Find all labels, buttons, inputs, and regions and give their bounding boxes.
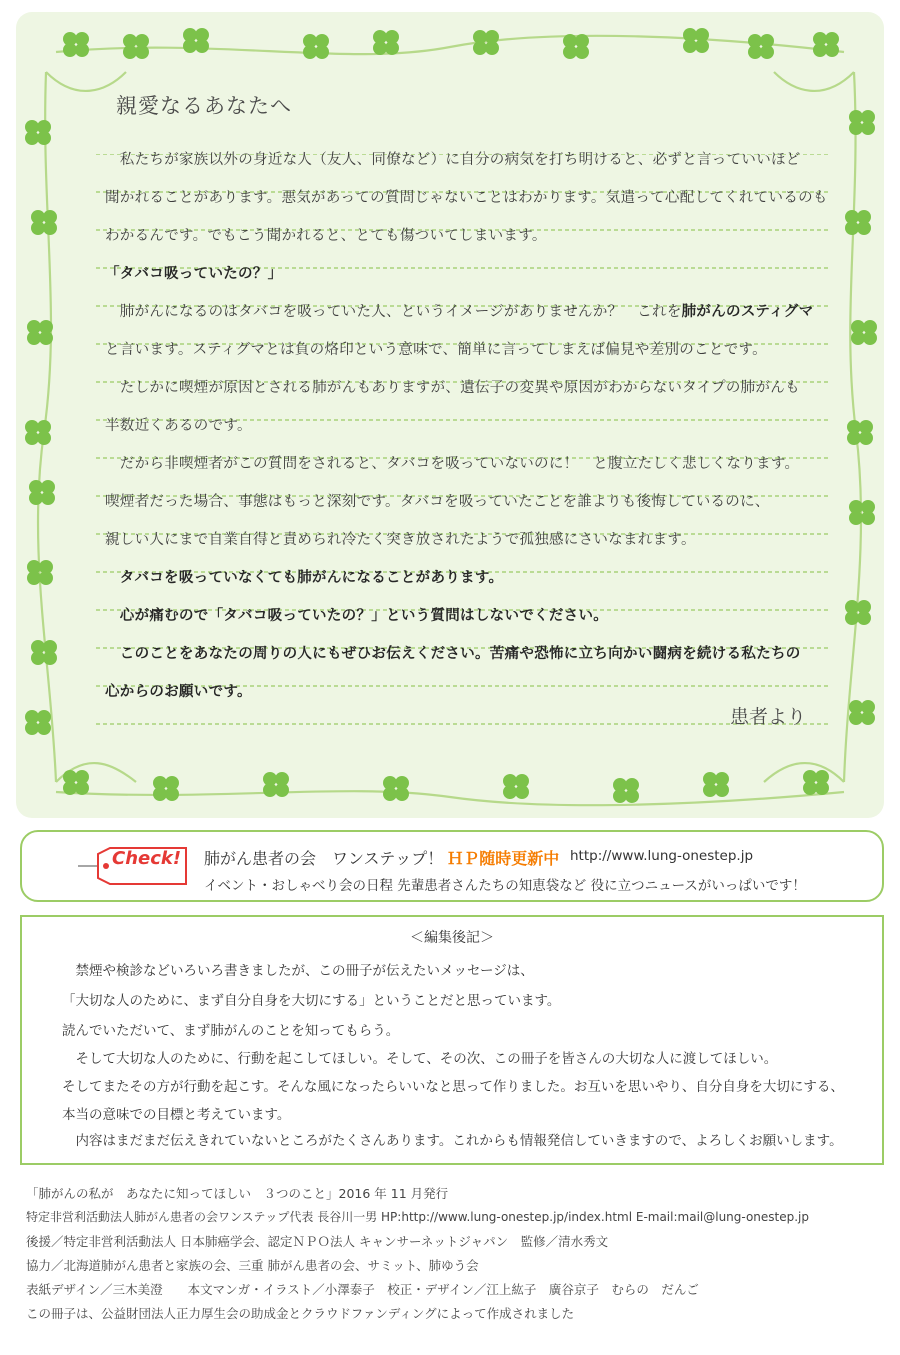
- signoff: 患者より: [729, 706, 806, 728]
- letter-line: 喫煙者だった場合、事態はもっと深刻です。タバコを吸っていたことを誰よりも後悔しているのに、: [105, 494, 770, 510]
- letter-line: 私たちが家族以外の身近な人（友人、同僚など）に自分の病気を打ち明けると、必ずと言っていいほど: [105, 152, 801, 168]
- colophon-support: 後援／特定非営利活動法人 日本肺癌学会、認定ＮＰＯ法人 キャンサーネットジャパン 監修／清水秀文: [26, 1234, 609, 1249]
- letter-line: [105, 300, 835, 321]
- website-link[interactable]: http://www.lung-onestep.jp: [570, 848, 754, 864]
- letter-line: と言います。スティグマとは負の烙印という意味で、簡単に言ってしまえば偏見や差別のことです。: [105, 342, 767, 358]
- letter-bold-line: タバコを吸っていなくても肺がんになることがあります。: [105, 570, 504, 586]
- check-banner: [20, 830, 884, 902]
- org-title: 肺がん患者の会 ワンステップ！: [204, 849, 444, 868]
- letter-heading-question: 「タバコ吸っていたの？」: [105, 266, 283, 282]
- letter-line: 半数近くあるのです。: [105, 418, 252, 434]
- check-label: Check!: [112, 848, 182, 869]
- colophon-cooperation: 協力／北海道肺がん患者と家族の会、三重 肺がん患者の会、サミット、肺ゆう会: [26, 1258, 479, 1273]
- banner-description: イベント・おしゃべり会の日程 先輩患者さんたちの知恵袋など 役に立つニュースがいっぱいです！: [204, 878, 806, 894]
- note-line: 禁煙や検診などいろいろ書きましたが、この冊子が伝えたいメッセージは、: [62, 963, 534, 979]
- note-line: 本当の意味での目標と考えています。: [62, 1107, 291, 1123]
- greeting: 親愛なるあなたへ: [116, 94, 292, 118]
- note-line: 内容はまだまだ伝えきれていないところがたくさんあります。これからも情報発信していきますので、よろしくお願いします。: [62, 1133, 843, 1149]
- stigma-term: 肺がんのスティグマ: [681, 304, 814, 320]
- colophon-publication: 「肺がんの私が あなたに知ってほしい ３つのこと」2016 年 11 月発行: [26, 1186, 449, 1201]
- letter-card: [16, 12, 884, 818]
- note-line: 読んでいただいて、まず肺がんのことを知ってもらう。: [62, 1023, 400, 1039]
- note-line: そしてまたその方が行動を起こす。そんな風になったらいいなと思って作りました。お互いを思いやり、自分自身を大切にする、: [62, 1079, 844, 1095]
- note-line: 「大切な人のために、まず自分自身を大切にする」ということだと思っています。: [62, 993, 561, 1009]
- letter-line: 親しい人にまで自業自得と責められ冷たく突き放されたようで孤独感にさいなまれます。: [105, 532, 696, 548]
- letter-line: わかるんです。でもこう聞かれると、とても傷ついてしまいます。: [105, 228, 547, 244]
- note-line: そして大切な人のために、行動を起こしてほしい。そして、その次、この冊子を皆さんの大切な人に渡してほしい。: [62, 1051, 778, 1067]
- editor-note-box: [20, 915, 884, 1165]
- colophon-publisher: 特定非営利活動法人肺がん患者の会ワンステップ代表 長谷川一男 HP:http://www.lung-onestep.jp/index.html E-mail:mail@lung-onestep.jp: [26, 1210, 810, 1224]
- letter-line: だから非喫煙者がこの質問をされると、タバコを吸っていないのに！ と腹立たしく悲しくなります。: [105, 456, 800, 472]
- editor-note-title: ＜編集後記＞: [410, 930, 494, 946]
- letter-line-part: 肺がんになるのはタバコを吸っていた人、というイメージがありませんか？ これを: [105, 304, 682, 320]
- letter-bold-line: このことをあなたの周りの人にもぜひお伝えください。苦痛や恐怖に立ち向かい闘病を続ける私たちの: [105, 646, 801, 662]
- letter-bold-line: 心からのお願いです。: [105, 684, 252, 700]
- letter-line: 聞かれることがあります。悪気があっての質問じゃないことはわかります。気遣って心配してくれているのも: [105, 190, 828, 206]
- letter-line: たしかに喫煙が原因とされる肺がんもありますが、遺伝子の変異や原因がわからないタイプの肺がんも: [105, 380, 800, 396]
- letter-bold-line: 心が痛むので「タバコ吸っていたの？」という質問はしないでください。: [105, 608, 609, 624]
- colophon-funding: この冊子は、公益財団法人正力厚生会の助成金とクラウドファンディングによって作成されました: [26, 1306, 575, 1321]
- colophon-design-credits: 表紙デザイン／三木美澄 本文マンガ・イラスト／小澤泰子 校正・デザイン／江上紘子 廣谷京子 むらの だんご: [26, 1282, 699, 1297]
- org-name: [204, 846, 559, 869]
- update-notice: ＨＰ随時更新中: [447, 849, 560, 868]
- letter-body: [16, 12, 884, 818]
